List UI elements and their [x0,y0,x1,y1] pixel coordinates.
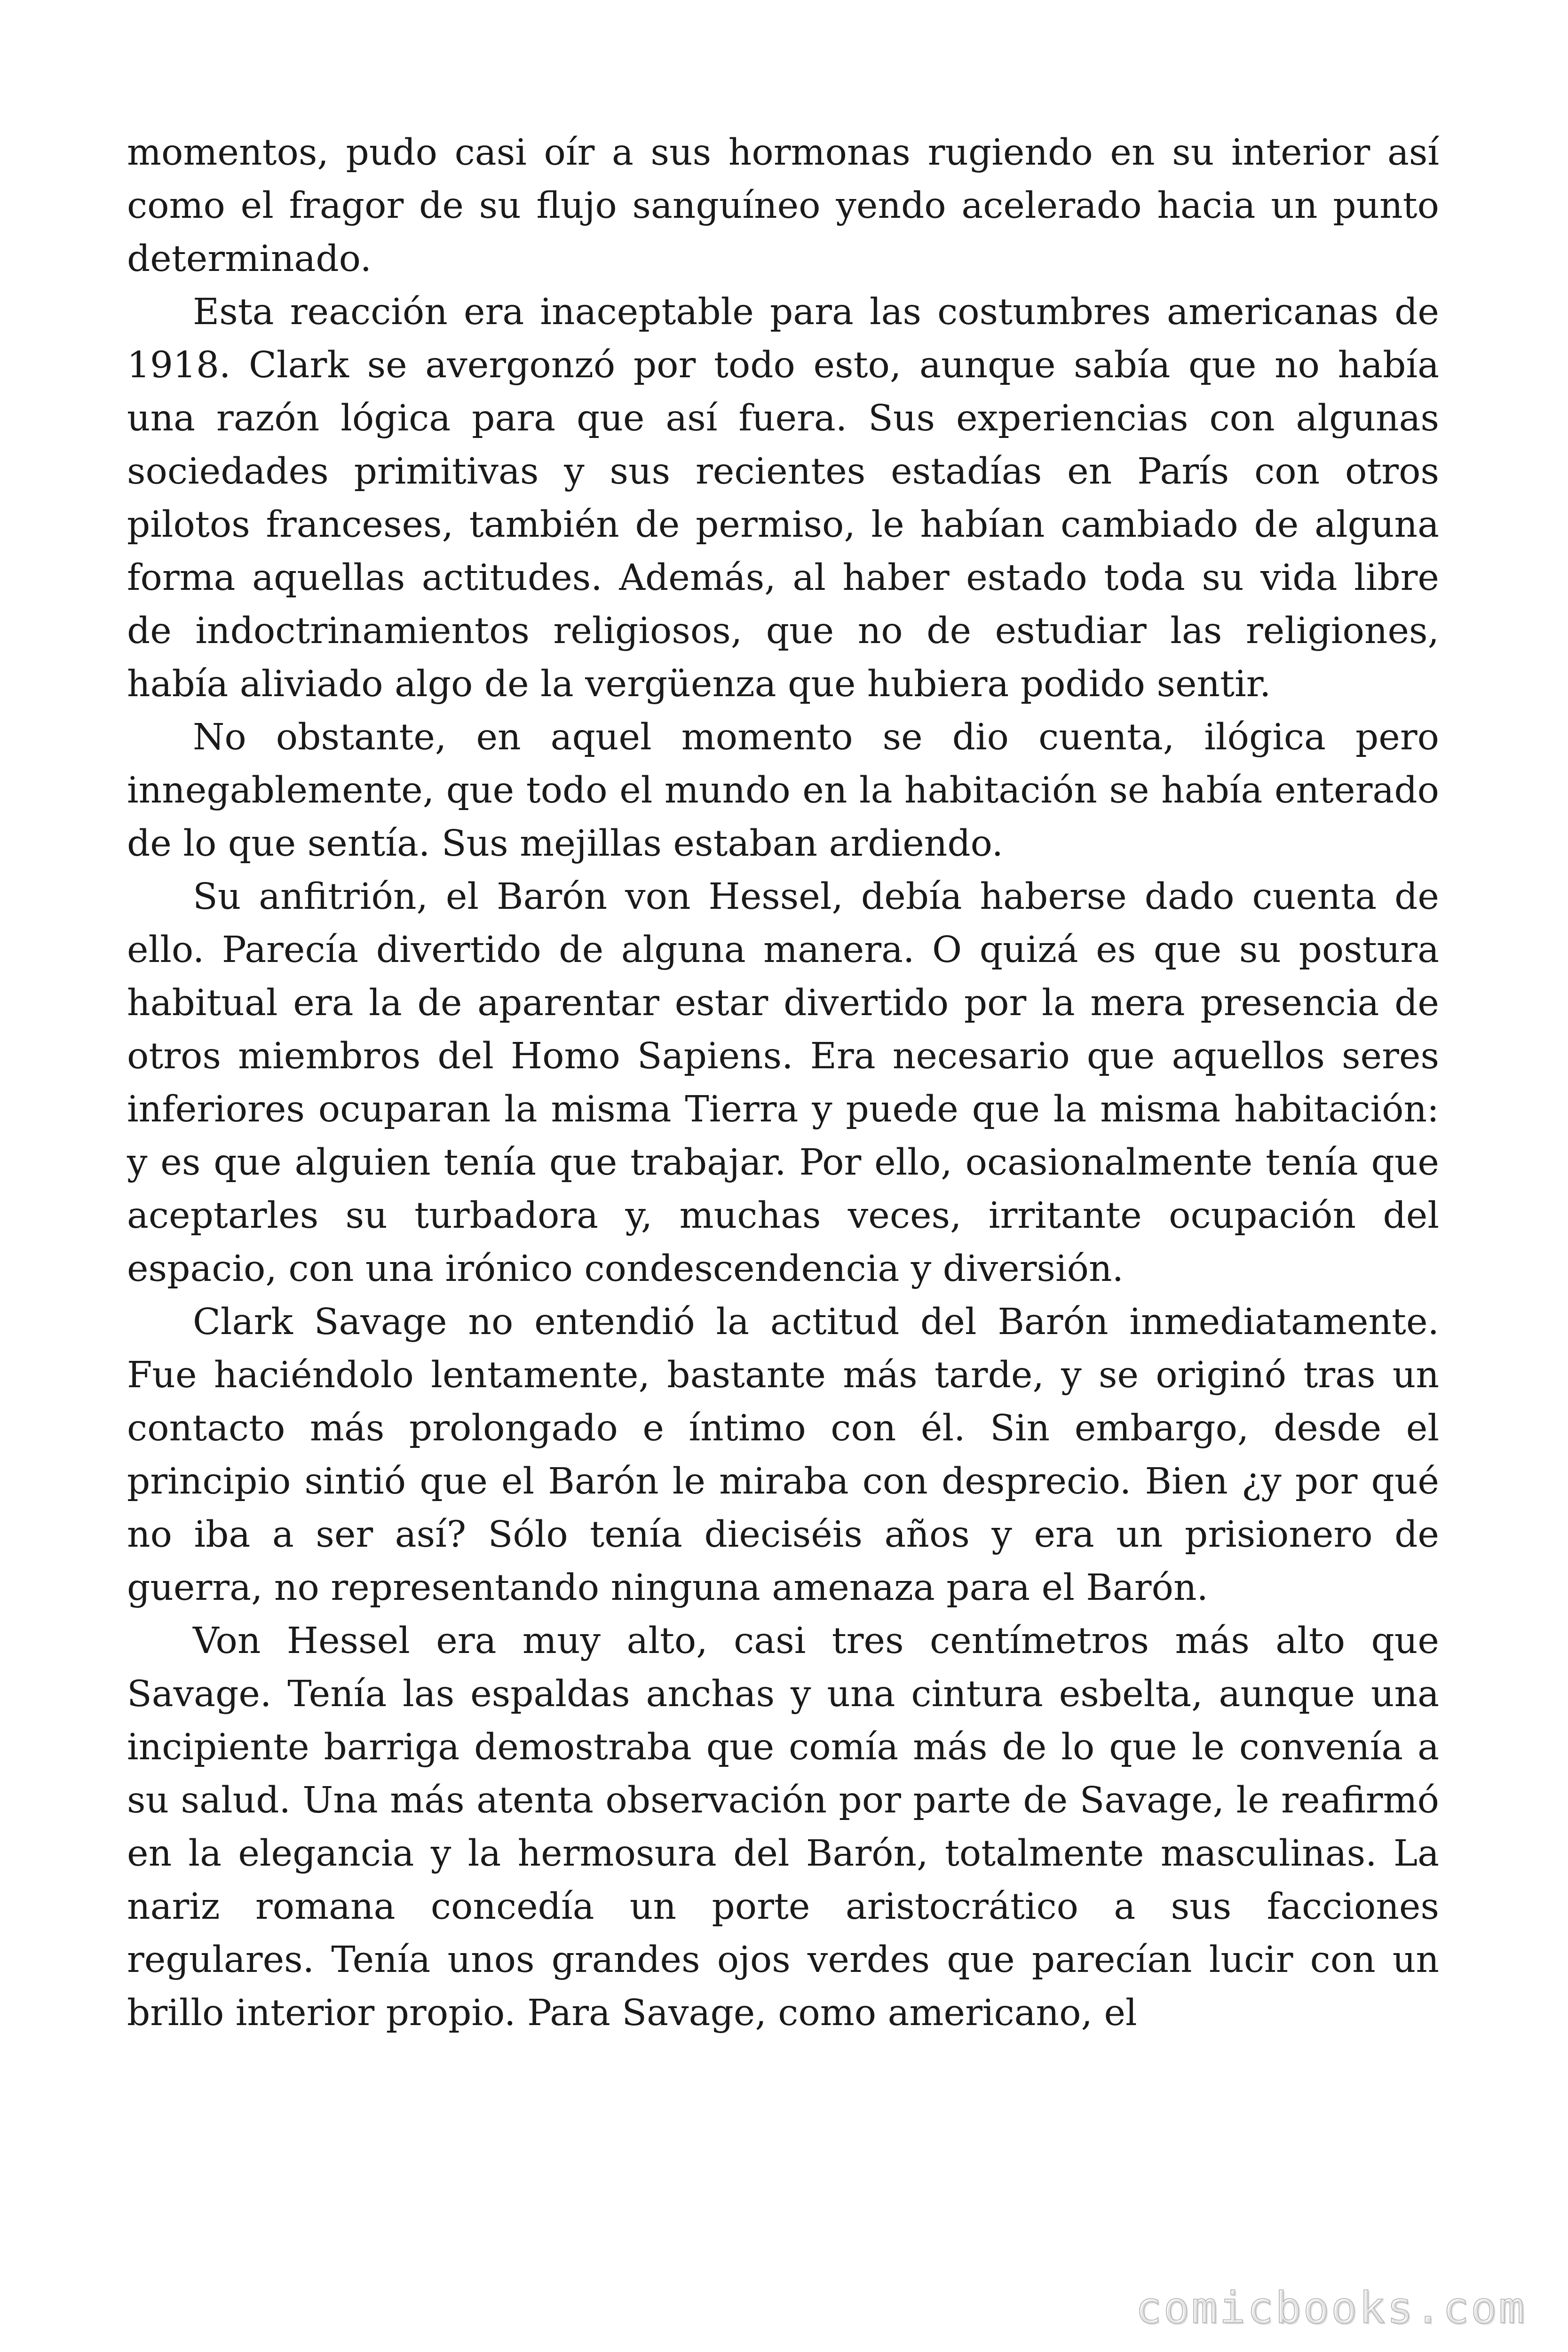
paragraph: No obstante, en aquel momento se dio cuenta, ilógica pero innegablemente, que todo el mundo en la habitación se había enterado de lo que sentía. Sus mejillas estaban ardiendo. [127,716,1439,865]
paragraph: Von Hessel era muy alto, casi tres centímetros más alto que Savage. Tenía las espaldas anchas y una cintura esbelta, aunque una incipiente barriga demostraba que comía más de lo que le convenía a su salud. Una más atenta observación por parte de Savage, le reafirmó en la elegancia y la hermosura del Barón, totalmente masculinas. La nariz romana concedía un porte aristocrático a sus facciones regulares. Tenía unos grandes ojos verdes que parecían lucir con un brillo interior propio. Para Savage, como americano, el [127,1620,1439,2034]
paragraph-continuation: momentos, pudo casi oír a sus hormonas rugiendo en su interior así como el fragor de su flujo sanguíneo yendo acelerado hacia un punto determinado. [127,132,1439,280]
paragraph: Su anfitrión, el Barón von Hessel, debía haberse dado cuenta de ello. Parecía divertido de alguna manera. O quizá es que su postura habitual era la de aparentar estar divertido por la mera presencia de otros miembros del Homo Sapiens. Era necesario que aquellos seres inferiores ocuparan la misma Tierra y puede que la misma habitación: y es que alguien tenía que trabajar. Por ello, ocasionalmente tenía que aceptarles su turbadora y, muchas veces, irritante ocupación del espacio, con una irónico condescendencia y diversión. [127,876,1439,1290]
paragraph: Esta reacción era inaceptable para las costumbres americanas de 1918. Clark se avergonzó por todo esto, aunque sabía que no había una razón lógica para que así fuera. Sus experiencias con algunas sociedades primitivas y sus recientes estadías en París con otros pilotos franceses, también de permiso, le habían cambiado de alguna forma aquellas actitudes. Además, al haber estado toda su vida libre de indoctrinamientos religiosos, que no de estudiar las religiones, había aliviado algo de la vergüenza que hubiera podido sentir. [127,291,1439,705]
watermark: comicbooks.com [1135,2283,1527,2333]
paragraph: Clark Savage no entendió la actitud del Barón inmediatamente. Fue haciéndolo lentamente, bastante más tarde, y se originó tras un contacto más prolongado e íntimo con él. Sin embargo, desde el principio sintió que el Barón le miraba con desprecio. Bien ¿y por qué no iba a ser así? Sólo tenía dieciséis años y era un prisionero de guerra, no representando ninguna amenaza para el Barón. [127,1301,1439,1609]
page-body [127,126,1439,2040]
